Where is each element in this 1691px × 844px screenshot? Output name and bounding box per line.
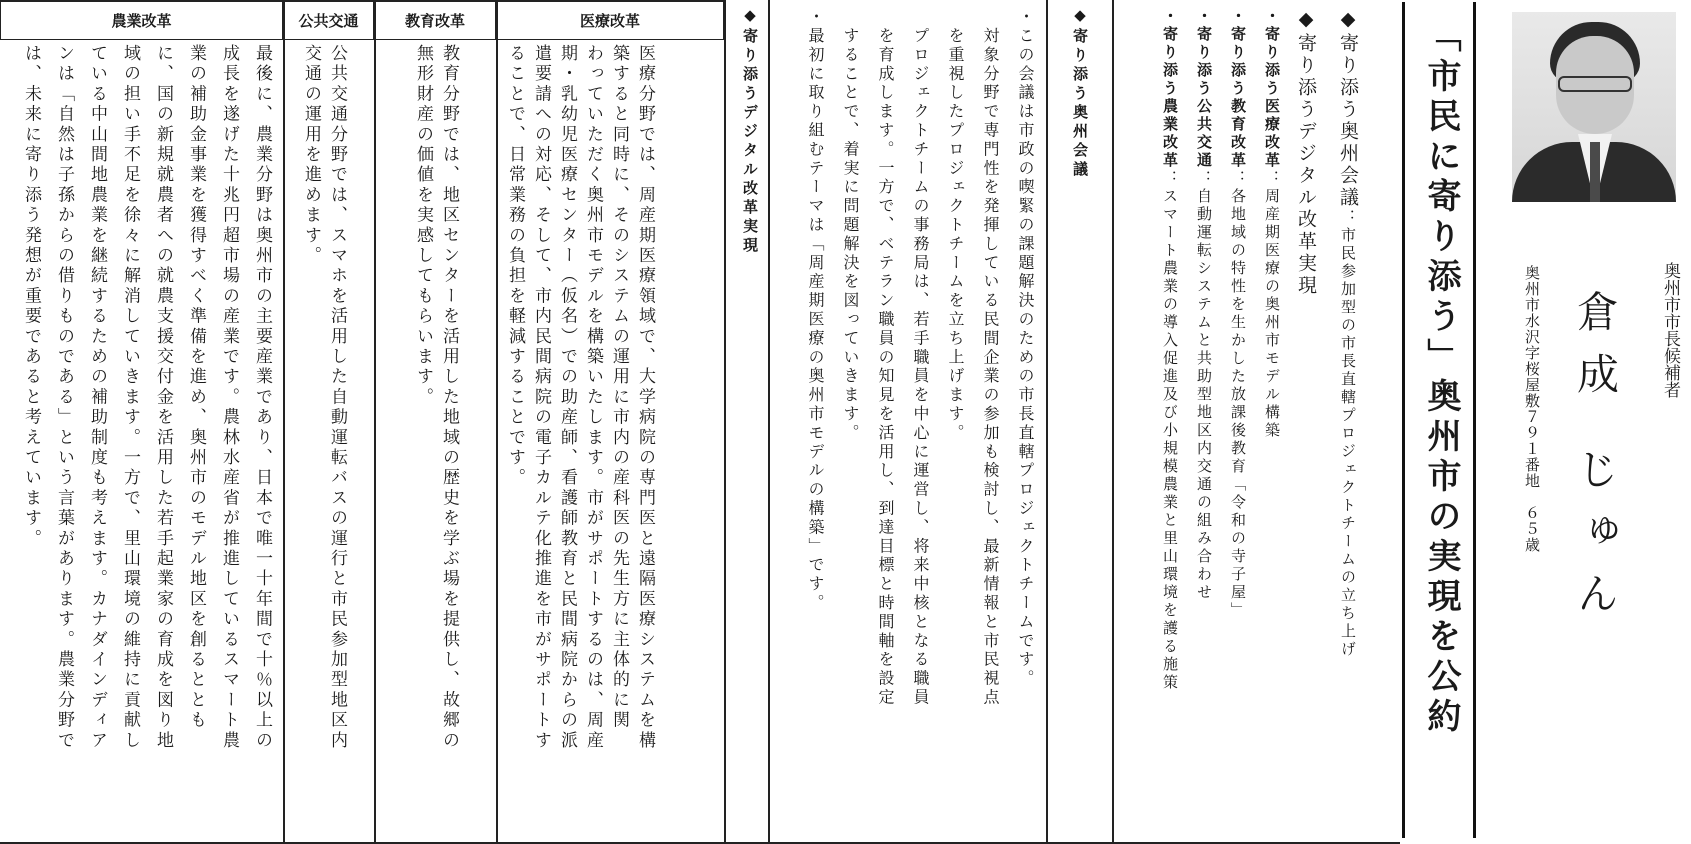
headline-box bbox=[1402, 2, 1476, 838]
header-kyoiku: 教育改革 bbox=[374, 0, 496, 40]
section-body-nogyo: 最後に、農業分野は奥州市の主要産業であり、日本で唯一十年間で十％以上の 成長を遂げた十兆円超市場の産業です。農林水産省が推進しているスマート農 業の補助金事業を獲得すべく準備を進め、奥州市のモデル地区を創るととも に、国の新規就農者への就農支援交付金を活用した若手起業家の育成を図り地 域の担い手不足を徐々に解消していきます。一方で、里山環境の維持に貢献し ている中山間地農業を継続するための補助制度も考えます。カナダインディア ンは「自然は子孫からの借りものである」という言葉があります。農業分野で は、未来に寄り添う発想が重要であると考えています。 bbox=[21, 44, 272, 751]
headline: 「市民に寄り添う」奥州市の実現を公約 bbox=[1421, 18, 1461, 738]
divider bbox=[1046, 0, 1048, 844]
pledge-3-label: ・寄り添う医療改革 bbox=[1263, 8, 1281, 170]
pledge-1-title: 寄り添う奥州会議 bbox=[1337, 33, 1359, 209]
candidate-address: 奥州市水沢字桜屋敷７９１番地 ６５歳 bbox=[1523, 265, 1541, 553]
divider bbox=[374, 0, 376, 844]
divider bbox=[768, 0, 770, 844]
pledge-2 bbox=[1294, 8, 1318, 297]
section-body-kaigi: ・この会議は市政の喫緊の課題解決のための市長直轄プロジェクトチームです。 対象分野で専門性を発揮している民間企業の参加も検討し、最新情報と市民視点 を重視したプロジェクトチームを立ち上げます。 プロジェクトチームの事務局は、若手職員を中心に運営し、将来中核となる職員 を育成します。一方で、ベテラン職員の知見を活用し、到達目標と時間軸を設定 することで、着実に問題解決を図っていきます。 ・最初に取り組むテーマは「周産期医療の奥州市モデルの構築」です。 bbox=[806, 8, 1035, 708]
pledge-3 bbox=[1260, 8, 1284, 440]
pledge-4-text: ：各地域の特性を生かした放課後教育「令和の寺子屋」 bbox=[1229, 170, 1247, 620]
pledge-5-text: ：自動運転システムと共助型地区内交通の組み合わせ bbox=[1195, 170, 1213, 602]
pledge-6-text: ：スマート農業の導入促進及び小規模農業と里山環境を護る施策 bbox=[1161, 170, 1179, 692]
pledge-6 bbox=[1158, 8, 1182, 692]
divider bbox=[283, 0, 285, 844]
diamond-icon: ◆ bbox=[1337, 8, 1359, 33]
section-title-digital: ◆寄り添うデジタル改革実現 bbox=[741, 6, 759, 256]
pledge-6-label: ・寄り添う農業改革 bbox=[1161, 8, 1179, 170]
section-body-kyoiku: 教育分野では、地区センターを活用した地域の歴史を学ぶ場を提供し、故郷の 無形財産の価値を実感してもらいます。 bbox=[413, 44, 459, 752]
header-kotsu: 公共交通 bbox=[283, 0, 374, 40]
pledge-3-text: ：周産期医療の奥州市モデル構築 bbox=[1263, 170, 1281, 440]
pledge-1 bbox=[1336, 8, 1360, 659]
pledge-1-sub: ：市民参加型の市長直轄プロジェクトチームの立ち上げ bbox=[1339, 209, 1357, 659]
divider bbox=[1112, 0, 1114, 844]
pledge-5 bbox=[1192, 8, 1216, 602]
pledge-4-label: ・寄り添う教育改革 bbox=[1229, 8, 1247, 170]
header-iryo: 医療改革 bbox=[496, 0, 724, 40]
pledge-4 bbox=[1226, 8, 1250, 620]
candidate-photo bbox=[1512, 12, 1676, 202]
section-body-kotsu: 公共交通分野では、スマホを活用した自動運転バスの運行と市民参加型地区内 交通の運用を進めます。 bbox=[301, 44, 347, 751]
pledge-5-label: ・寄り添う公共交通 bbox=[1195, 8, 1213, 170]
divider bbox=[724, 0, 726, 844]
section-body-iryo: 医療分野では、周産期医療領域で、大学病院の専門医と遠隔医療システムを構 築すると同時に、そのシステムの運用に市内の産科医の先生方に主体的に関 わっていただく奥州市モデルを構築いたします。市がサポートするのは、周産 期・乳幼児医療センター（仮名）での助産師、看護師教育と民間病院からの派 遣要請への対応、そして、市内民間病院の電子カルテ化推進を市がサポートす ることで、日常業務の負担を軽減することです。 bbox=[505, 44, 655, 751]
candidate-name: 倉成 じゅん bbox=[1571, 290, 1620, 634]
header-nogyo: 農業改革 bbox=[0, 0, 283, 40]
section-title-kaigi: ◆寄り添う奥州会議 bbox=[1071, 6, 1089, 180]
candidate-role: 奥州市市長候補者 bbox=[1660, 262, 1680, 398]
candidate-block bbox=[1480, 0, 1691, 844]
divider bbox=[496, 0, 498, 844]
pledge-2-title: 寄り添うデジタル改革実現 bbox=[1295, 33, 1317, 297]
diamond-icon: ◆ bbox=[1295, 8, 1317, 33]
